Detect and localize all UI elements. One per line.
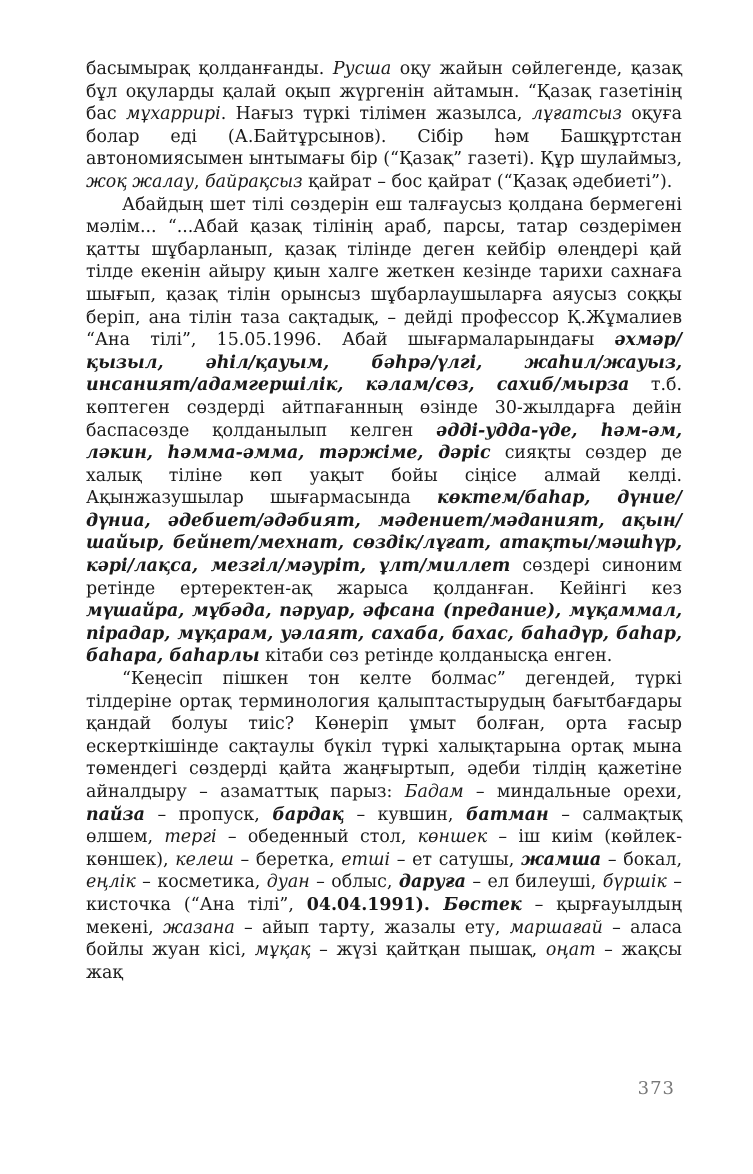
text-run: сияқты сөздер де халық тіліне көп уақыт бойы сіңісе алмай келді. Ақынжазушылар шығармасында — [86, 443, 683, 509]
text-run: – жақсы жақ — [86, 940, 682, 983]
text-run: – салмақтық өлшем, — [86, 804, 682, 848]
text-run: . Нағыз түркі тілімен жазылса, — [220, 104, 532, 125]
text-run: – облыс, — [309, 872, 399, 893]
text-run: тергі — [164, 827, 217, 848]
text-run: , — [193, 171, 206, 192]
text-run: дуан — [266, 872, 310, 893]
text-run: – ел билеуші, — [465, 872, 603, 893]
text-run: келеш — [175, 849, 234, 870]
text-run: – аласа бойлы жуан кісі, — [86, 917, 682, 961]
page-body — [86, 58, 682, 984]
text-run: маршағай — [509, 917, 603, 938]
text-run: етші — [341, 849, 391, 870]
text-run: – косметика, — [135, 872, 267, 893]
text-run: мұқақ — [254, 940, 311, 961]
text-run: – обеденный стол, — [216, 827, 418, 848]
text-run: – пропуск, — [144, 804, 273, 825]
text-run: көктем/баһар, дүние/дүниа, әдебиет/әдәбият, мәдениет/мәданият, ақын/шайыр, бейнет/мехнат, сөздік/лұғат, атақты/мәшһүр, кәрі/лақса, мезгіл/мәуріт, ұлт/миллет — [86, 488, 683, 577]
text-run: батман — [465, 804, 549, 825]
text-run: – бокал, — [601, 849, 682, 870]
text-run: – кисточка (“Ана тілі”, — [86, 872, 683, 915]
text-run: қайрат – бос қайрат (“Қазақ әдебиеті”). — [302, 171, 673, 192]
text-run: лұғатсыз — [531, 104, 622, 125]
text-run: Бөстек — [443, 894, 522, 915]
text-run: – қырғауылдың мекені, — [86, 894, 682, 938]
text-run: басымырақ қолданғанды. — [86, 59, 333, 79]
text-run: бүршік — [602, 872, 667, 893]
text-run: – ет сатушы, — [390, 849, 521, 870]
text-run: даруға — [398, 872, 466, 893]
text-run: “Кеңесіп пішкен тон келте болмас” дегендей, түркі тілдеріне ортақ терминология қалыптастырудың бағытбағдары қандай болуы тиіс? Көнеріп ұмыт болған, орта ғасыр ескерткішінде сақтаулы бүкіл түркі халықтарына ортақ мына төмендегі сөздерді қайта жаңғыртып, әдеби тілдің қажетіне айналдыру – азаматтық парыз: — [86, 669, 682, 802]
text-run: оқуға болар еді (А.Байтұрсынов). Сібір һәм Башқұртстан автономиясымен ынтымағы бір (“Қазақ” газеті). Құр шулаймыз, — [86, 104, 682, 170]
text-run: оқу жайын сөйлегенде, қазақ бұл оқуларды қалай оқып жүргенін айтамын. “Қазақ газетінің бас — [86, 59, 683, 125]
text-run: бардақ — [272, 804, 344, 825]
page-number: 373 — [637, 1078, 675, 1099]
text-run: 04.04.1991). — [306, 894, 444, 915]
paragraph-3 — [86, 668, 682, 984]
text-run: т.б. көптеген сөздерді айтпағанның өзінде 30-жылдарға дейін баспасөзде қолданылып келген — [86, 375, 682, 441]
text-run: жоқ жалау — [86, 171, 194, 192]
text-run: Бадам — [404, 782, 464, 802]
text-run: жазана — [162, 917, 235, 938]
text-run: әхмәр/қызыл, әһіл/қауым, бәһрә/үлгі, жаһил/жауыз, инсаният/адамгершілік, кәлам/сөз, сахиб/мырза — [86, 330, 682, 396]
text-run: – іш киім (көйлек-көншек), — [86, 827, 682, 870]
text-run: – беретка, — [233, 849, 342, 870]
text-run: байрақсыз — [205, 171, 303, 192]
text-run: кітаби сөз ретінде қолданысқа енген. — [259, 646, 613, 667]
text-run: Абайдың шет тілі сөздерін еш талғаусыз қолдана бермегені мәлім... “...Абай қазақ тілінің араб, парсы, татар сөздерімен қатты шұбарланып, қазақ тілінде деген кейбір өлеңдері қай тілде екенін айыру қиын халге жеткен кезінде тарихи сахнаға шығып, қазақ тілін орынсыз шұбарлаушыларға аяусыз соққы беріп, ана тілін таза сақтадық, – дейді профессор Қ.Жұмалиев “Ана тілі”, 15.05.1996. Абай шығармаларындағы — [86, 194, 682, 351]
text-run: сөздері синоним ретінде ертеректен-ақ жарыса қолданған. Кейінгі кез — [86, 556, 682, 599]
text-run: көншек — [417, 827, 488, 848]
text-run: – жүзі қайтқан пышақ, — [310, 940, 546, 961]
text-run: пайза — [86, 804, 145, 825]
text-run: әдді-удда-үде, һәм-әм, ләкин, һәмма-әмма, тәржіме, дәріс — [86, 420, 682, 464]
text-run: – миндальные орехи, — [463, 782, 683, 802]
text-run: Русша — [332, 59, 392, 79]
text-run: оңат — [545, 940, 596, 961]
text-run: мұхаррирі — [126, 104, 221, 125]
text-run: – кувшин, — [343, 804, 466, 825]
paragraph-2 — [86, 194, 682, 668]
text-run: еңлік — [86, 872, 136, 893]
text-run: жамша — [520, 849, 602, 870]
text-run: мүшайра, мұбәда, пәруар, әфсана (предание), мұқаммал, пірадар, мұқарам, уәлаят, сахаба, бахас, баһадүр, баһар, баһара, баһарлы — [86, 601, 682, 667]
text-run: – айып тарту, жазалы ету, — [234, 917, 510, 938]
paragraph-1 — [86, 58, 682, 194]
